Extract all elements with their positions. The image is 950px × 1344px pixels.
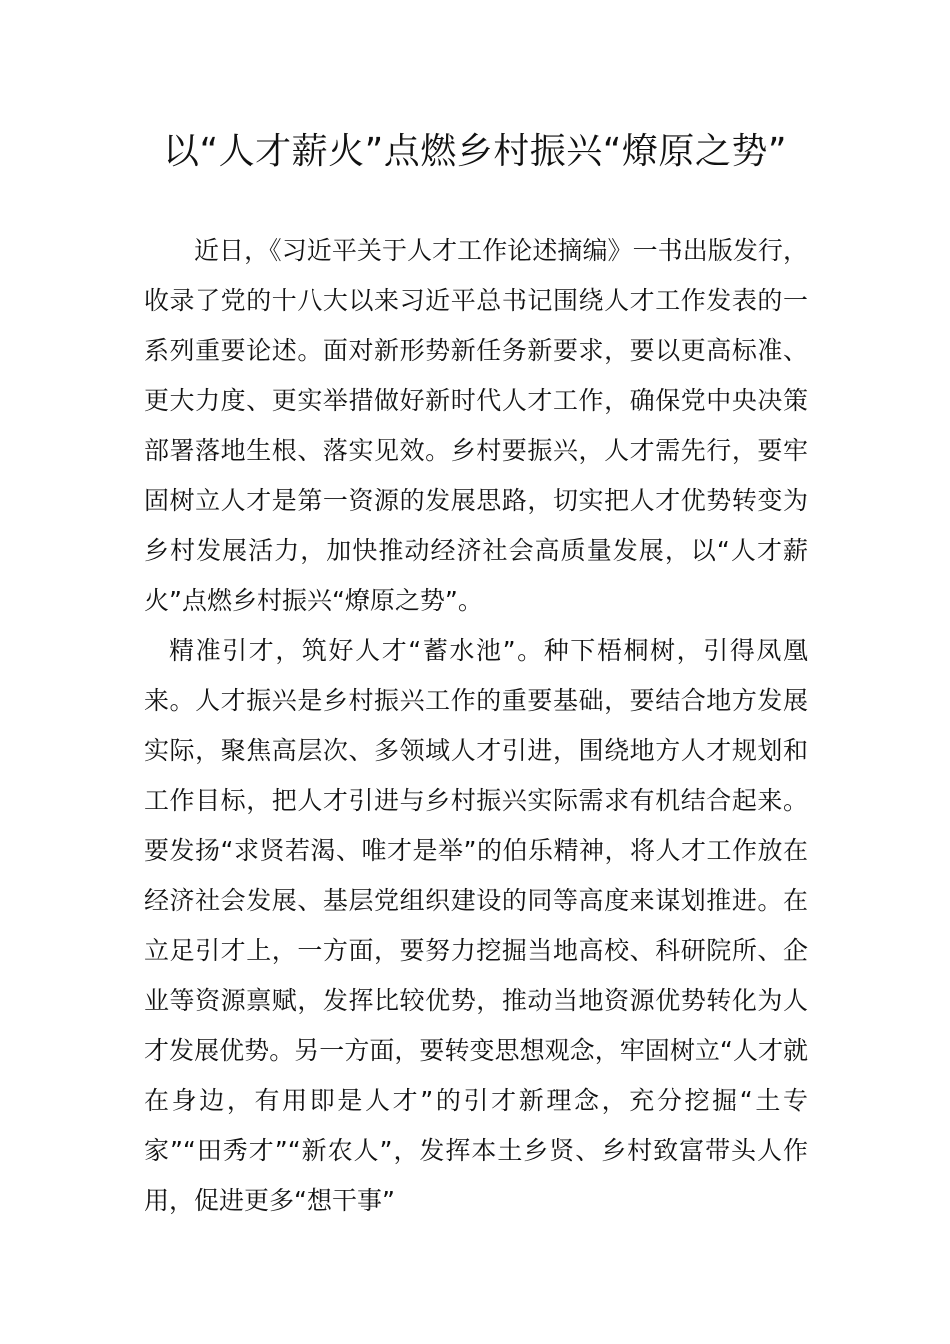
document-title: 以“人才薪火”点燃乡村振兴“燎原之势”	[162, 131, 788, 172]
document-body	[144, 226, 808, 1226]
paragraph-talent-recruitment: 精准引才，筑好人才“蓄水池”。种下梧桐树，引得凤凰来。人才振兴是乡村振兴工作的重要基础，要结合地方发展实际，聚焦高层次、多领域人才引进，围绕地方人才规划和工作目标，把人才引进与乡村振兴实际需求有机结合起来。要发扬“求贤若渴、唯才是举”的伯乐精神，将人才工作放在经济社会发展、基层党组织建设的同等高度来谋划推进。在立足引才上，一方面，要努力挖掘当地高校、科研院所、企业等资源禀赋，发挥比较优势，推动当地资源优势转化为人才发展优势。另一方面，要转变思想观念，牢固树立“人才就在身边，有用即是人才”的引才新理念，充分挖掘“土专家”“田秀才”“新农人”，发挥本土乡贤、乡村致富带头人作用，促进更多“想干事”	[144, 636, 808, 1215]
paragraph-intro: 近日，《习近平关于人才工作论述摘编》一书出版发行，收录了党的十八大以来习近平总书记围绕人才工作发表的一系列重要论述。面对新形势新任务新要求，要以更高标准、更大力度、更实举措做好新时代人才工作，确保党中央决策部署落地生根、落实见效。乡村要振兴，人才需先行，要牢固树立人才是第一资源的发展思路，切实把人才优势转变为乡村发展活力，加快推动经济社会高质量发展，以“人才薪火”点燃乡村振兴“燎原之势”。	[144, 236, 808, 615]
